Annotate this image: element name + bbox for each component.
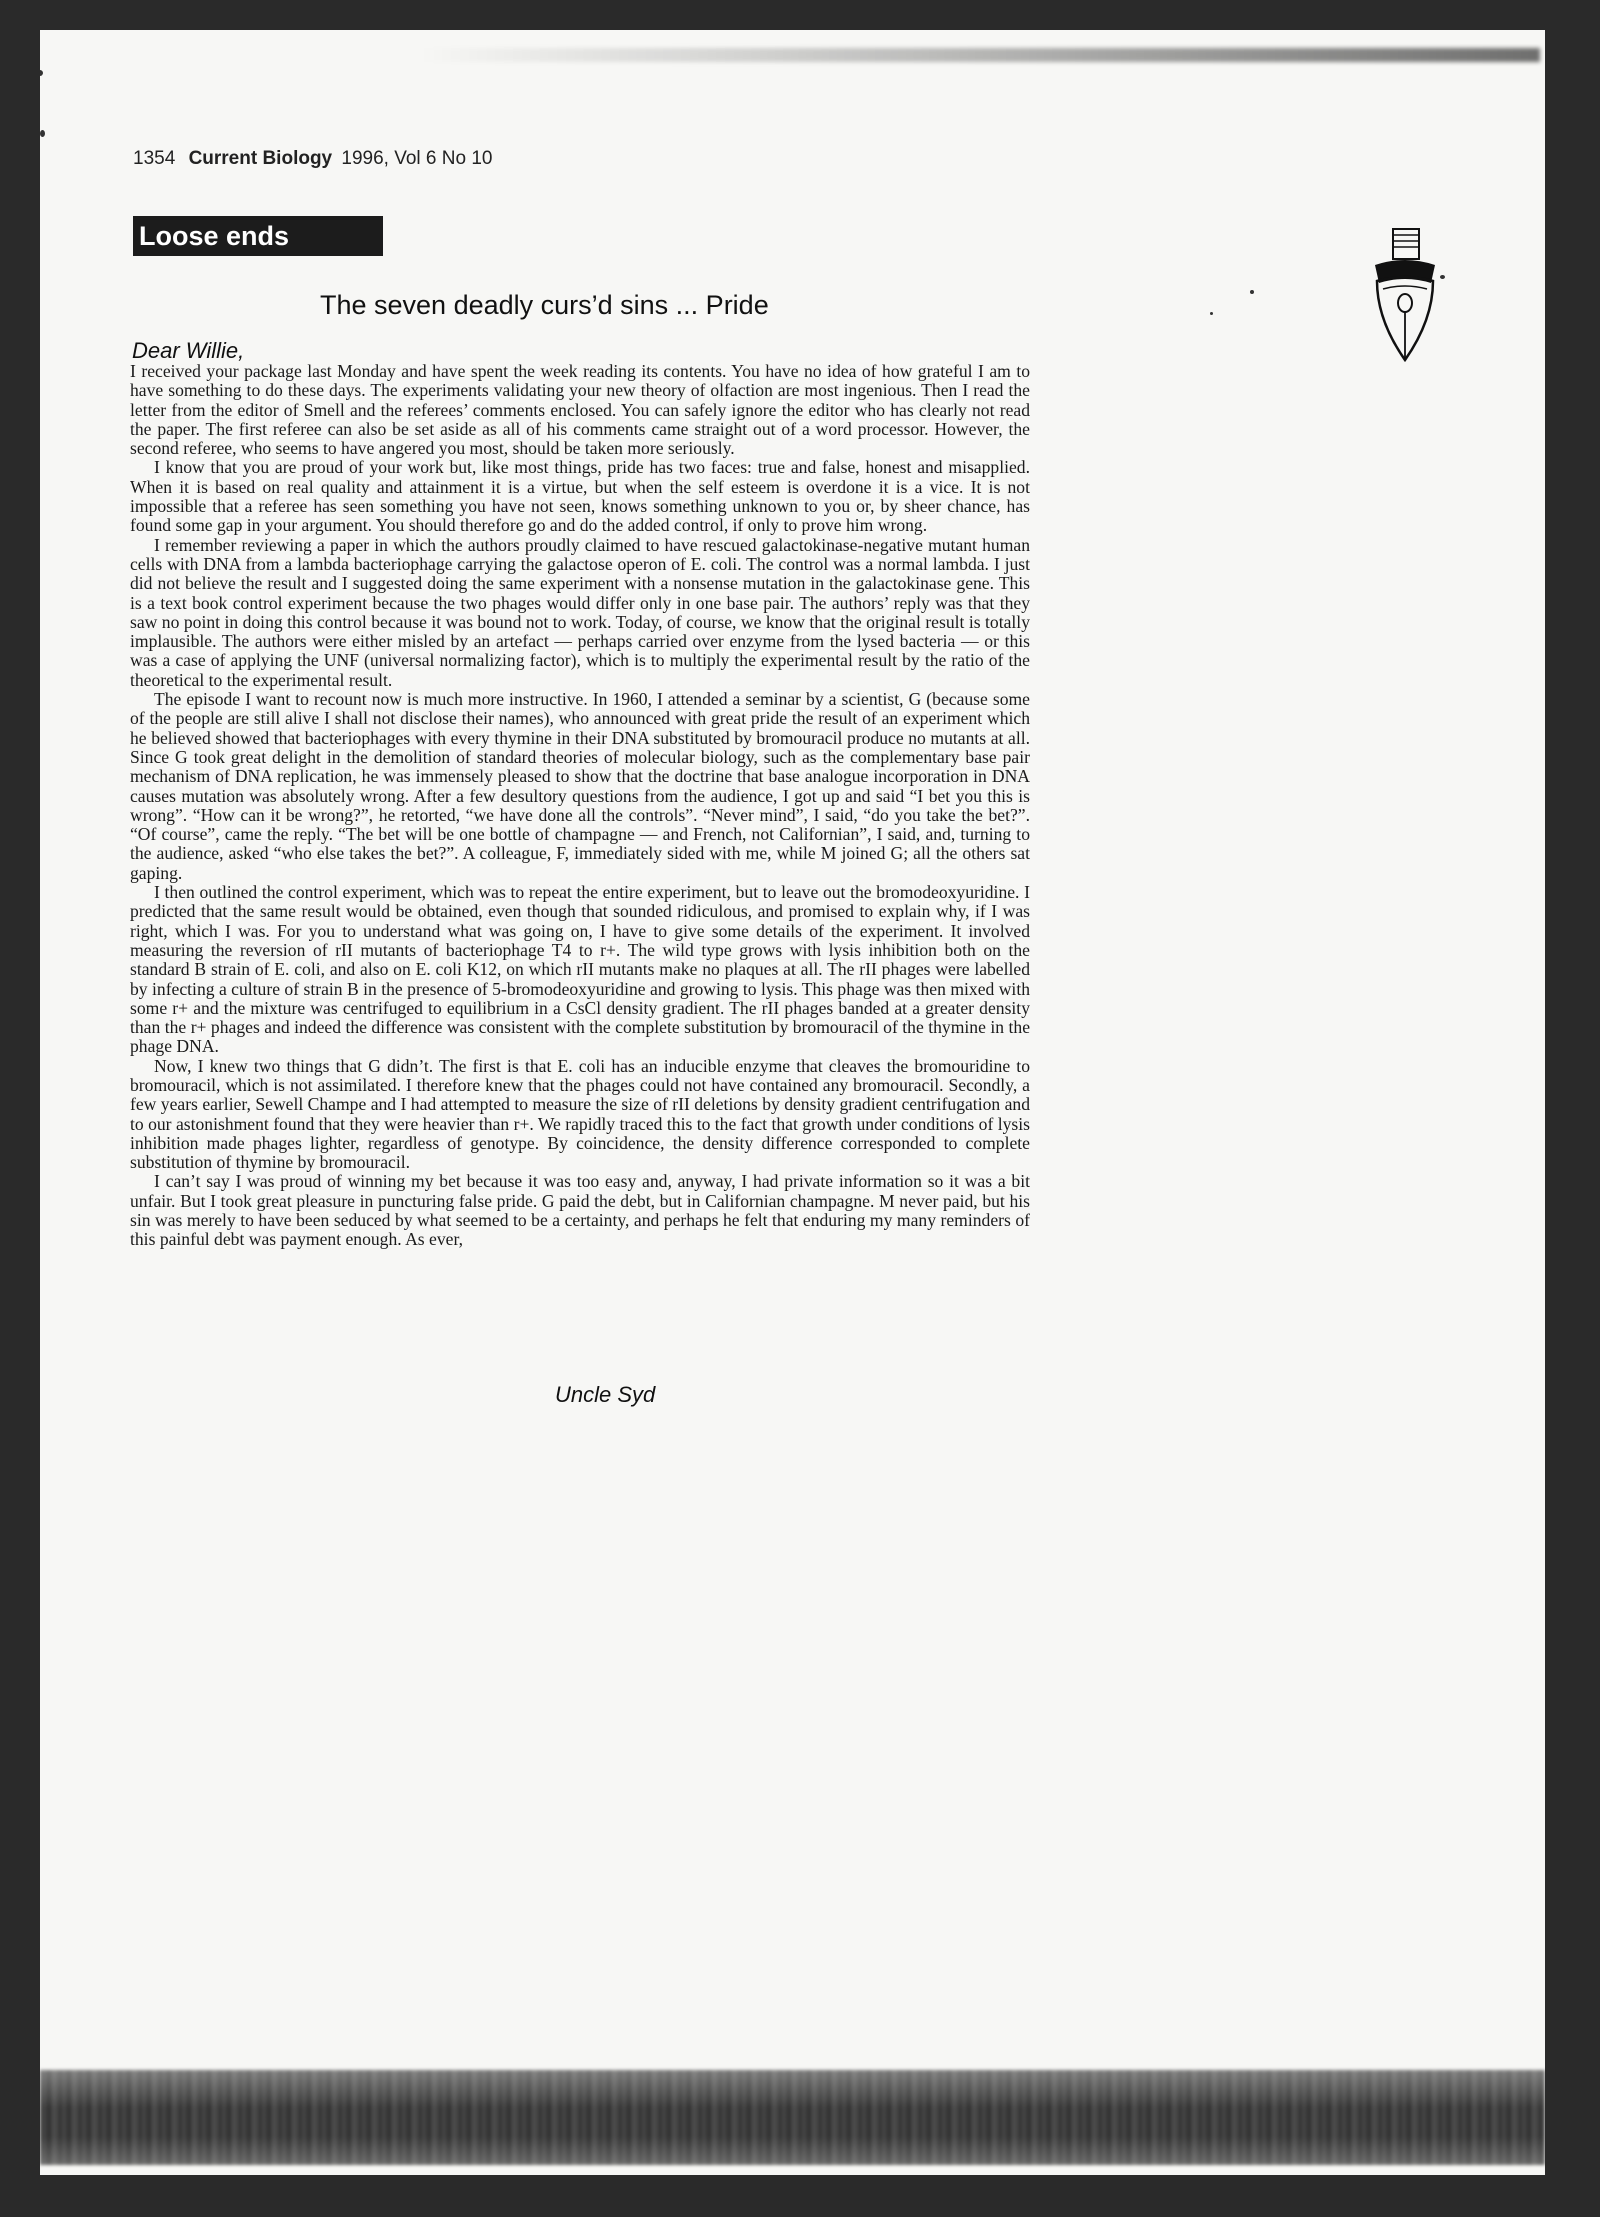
- scan-speck: [40, 70, 43, 76]
- journal-citation: 1996, Vol 6 No 10: [341, 148, 493, 169]
- paragraph: I know that you are proud of your work but, like most things, pride has two faces: true and false, honest and misapplied. When it is based on real quality and attainment it is a virtue, but when the self esteem is overdone it is a vice. It is not impossible that a referee has seen something you have not seen, knows something unknown to you or, by sheer chance, has found some gap in your argument. You should therefore go and do the added control, if only to prove him wrong.: [130, 457, 1030, 536]
- paragraph: Now, I knew two things that G didn’t. The first is that E. coli has an inducible enzyme that cleaves the bromouridine to bromouracil, which is not assimilated. I therefore knew that the phages could not have contained any bromouracil. Secondly, a few years earlier, Sewell Champe and I had attempted to measure the size of rII deletions by density gradient centrifugation and to our astonishment found that they were heavier than r+. We rapidly traced this to the fact that growth under conditions of lysis inhibition made phages lighter, regardless of genotype. By coincidence, the density difference corresponded to complete substitution of thymine by bromouracil.: [130, 1055, 1030, 1173]
- letter-body: [130, 362, 1030, 1250]
- scan-speck: [40, 130, 45, 137]
- paragraph: I can’t say I was proud of winning my bet because it was too easy and, anyway, I had private information so it was a bit unfair. But I took great pleasure in puncturing false pride. G paid the debt, but in Californian champagne. M never paid, but his sin was merely to have been seduced by what seemed to be a certainty, and perhaps he felt that enduring my many reminders of this painful debt was payment enough. As ever,: [130, 1171, 1030, 1250]
- paragraph: I received your package last Monday and have spent the week reading its contents. You have no idea of how grateful I am to have something to do these days. The experiments validating your new theory of olfaction are most ingenious. Then I read the letter from the editor of Smell and the referees’ comments enclosed. You can safely ignore the editor who has clearly not read the paper. The first referee can also be set aside as all of his comments came straight out of a word processor. However, the second referee, who seems to have angered you most, should be taken more seriously.: [130, 361, 1030, 459]
- running-head: [133, 148, 492, 170]
- journal-name: Current Biology: [188, 148, 333, 169]
- scan-speck: [1210, 312, 1213, 315]
- scan-speck: [1440, 275, 1445, 279]
- journal-page: [40, 30, 1545, 2175]
- signature: Uncle Syd: [555, 1382, 656, 1407]
- page-number: 1354: [133, 148, 176, 169]
- article-title: The seven deadly curs’d sins ... Pride: [320, 290, 769, 320]
- scan-smudge-top: [420, 48, 1540, 62]
- section-banner: Loose ends: [133, 216, 383, 256]
- paragraph: The episode I want to recount now is much more instructive. In 1960, I attended a seminar by a scientist, G (because some of the people are still alive I shall not disclose their names), who announced with great pride the result of an experiment which he believed showed that bacteriophages with every thymine in their DNA substituted by bromouracil produce no mutants at all. Since G took great delight in the demolition of standard theories of molecular biology, such as the complementary base pair mechanism of DNA replication, he was immensely pleased to show that the doctrine that base analogue incorporation in DNA causes mutation was absolutely wrong. After a few desultory questions from the audience, I got up and said “I bet you this is wrong”. “How can it be wrong?”, he retorted, “we have done all the controls”. “Never mind”, I said, “do you take the bet?”. “Of course”, came the reply. “The bet will be one bottle of champagne — and French, not Californian”, I said, and, turning to the audience, asked “who else takes the bet?”. A colleague, F, immediately sided with me, while M joined G; all the others sat gaping.: [130, 689, 1030, 883]
- fountain-pen-nib-icon: [1365, 225, 1445, 365]
- scan-smear-bottom: [40, 2070, 1545, 2165]
- scan-speck: [1250, 290, 1254, 294]
- salutation: Dear Willie,: [132, 338, 245, 363]
- paragraph: I then outlined the control experiment, which was to repeat the entire experiment, but to leave out the bromodeoxyuridine. I predicted that the same result would be obtained, even though that sounded ridiculous, and promised to explain why, if I was right, which I was. For you to understand what was going on, I have to give some details of the experiment. It involved measuring the reversion of rII mutants of bacteriophage T4 to r+. The wild type grows with lysis inhibition both on the standard B strain of E. coli, and also on E. coli K12, on which rII mutants make no plaques at all. The rII phages were labelled by infecting a culture of strain B in the presence of 5-bromodeoxyuridine and growing to lysis. This phage was then mixed with some r+ and the mixture was centrifuged to equilibrium in a CsCl density gradient. The rII phages banded at a greater density than the r+ phages and indeed the difference was consistent with the complete substitution by bromouracil of the thymine in the phage DNA.: [130, 882, 1030, 1057]
- paragraph: I remember reviewing a paper in which the authors proudly claimed to have rescued galactokinase-negative mutant human cells with DNA from a lambda bacteriophage carrying the galactose operon of E. coli. The control was a normal lambda. I just did not believe the result and I suggested doing the same experiment with a nonsense mutation in the galactokinase gene. This is a text book control experiment because the two phages would differ only in one base pair. The authors’ reply was that they saw no point in doing this control because it was bound not to work. Today, of course, we know that the original result is totally implausible. The authors were either misled by an artefact — perhaps carried over enzyme from the lysed bacteria — or this was a case of applying the UNF (universal normalizing factor), which is to multiply the experimental result by the ratio of the theoretical to the experimental result.: [130, 534, 1030, 690]
